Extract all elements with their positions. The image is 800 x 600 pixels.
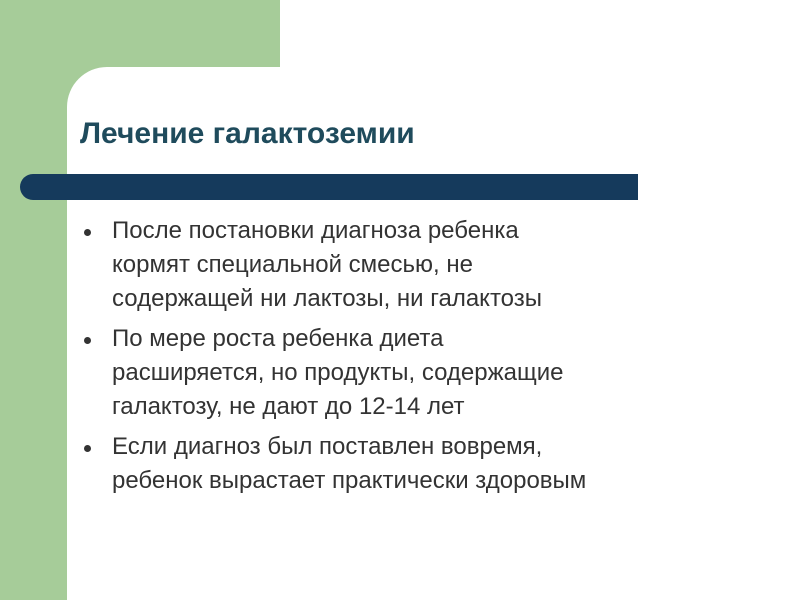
bullet-dot-icon (84, 445, 91, 452)
bullet-line: После постановки диагноза ребенка (112, 217, 519, 244)
bullet-line: содержащей ни лактозы, ни галактозы (112, 285, 543, 312)
slide-title: Лечение галактоземии (80, 117, 415, 150)
title-underline-bar (20, 174, 638, 200)
bullet-line: По мере роста ребенка диета (112, 325, 444, 352)
bullet-dot-icon (84, 229, 91, 236)
bullet-line: галактозу, не дают до 12-14 лет (112, 393, 465, 420)
bullet-item (80, 214, 770, 316)
bullet-line: расширяется, но продукты, содержащие (112, 359, 564, 386)
bullet-line: ребенок вырастает практически здоровым (112, 467, 587, 494)
bullet-dot-icon (84, 337, 91, 344)
bullet-line: кормят специальной смесью, не (112, 251, 473, 278)
bullet-item (80, 322, 770, 424)
bullet-item (80, 430, 770, 498)
bullet-line: Если диагноз был поставлен вовремя, (112, 433, 543, 460)
bullet-list (80, 214, 770, 504)
